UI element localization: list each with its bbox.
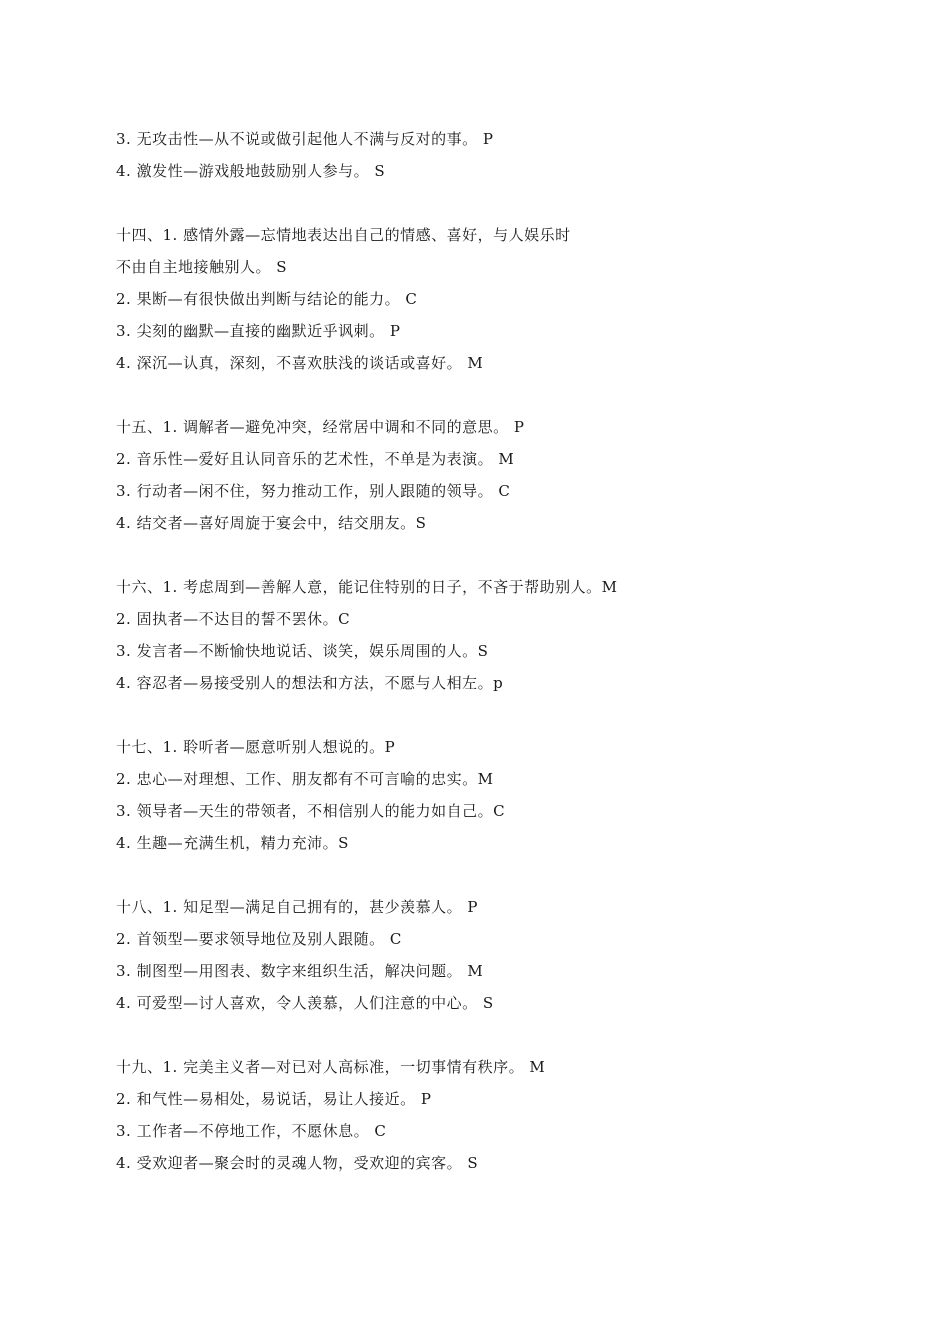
text-line: 4. 深沉—认真，深刻，不喜欢肤浅的谈话或喜好。 M [116, 354, 484, 372]
text-line: 3. 尖刻的幽默—直接的幽默近乎讽刺。 P [116, 322, 401, 340]
text-line: 2. 固执者—不达目的誓不罢休。C [116, 610, 351, 628]
text-line: 2. 音乐性—爱好且认同音乐的艺术性，不单是为表演。 M [116, 450, 515, 468]
text-line: 3. 制图型—用图表、数字来组织生活，解决问题。 M [116, 962, 484, 980]
text-line: 2. 果断—有很快做出判断与结论的能力。 C [116, 290, 418, 308]
paragraph-gap [116, 379, 856, 411]
text-line: 2. 和气性—易相处，易说话，易让人接近。 P [116, 1090, 432, 1108]
text-line: 2. 首领型—要求领导地位及别人跟随。 C [116, 930, 402, 948]
section-heading-line: 十五、1. 调解者—避免冲突，经常居中调和不同的意思。 P [116, 418, 525, 436]
text-line: 3. 无攻击性—从不说或做引起他人不满与反对的事。 P [116, 130, 494, 148]
section-heading-line: 十七、1. 聆听者—愿意听别人想说的。P [116, 738, 396, 756]
text-line: 2. 忠心—对理想、工作、朋友都有不可言喻的忠实。M [116, 770, 494, 788]
text-line: 不由自主地接触别人。 S [116, 258, 288, 276]
text-line: 4. 生趣—充满生机，精力充沛。S [116, 834, 349, 852]
text-line: 3. 工作者—不停地工作，不愿休息。 C [116, 1122, 387, 1140]
section-heading-line: 十六、1. 考虑周到—善解人意，能记住特别的日子，不吝于帮助别人。M [116, 578, 618, 596]
text-line: 4. 容忍者—易接受别人的想法和方法，不愿与人相左。p [116, 674, 504, 692]
paragraph-gap [116, 859, 856, 891]
section-heading-line: 十九、1. 完美主义者—对已对人高标准，一切事情有秩序。 M [116, 1058, 546, 1076]
text-line: 4. 受欢迎者—聚会时的灵魂人物，受欢迎的宾客。 S [116, 1154, 479, 1172]
section-heading-line: 十八、1. 知足型—满足自己拥有的，甚少羡慕人。 P [116, 898, 478, 916]
paragraph-gap [116, 187, 856, 219]
text-line: 4. 结交者—喜好周旋于宴会中，结交朋友。S [116, 514, 427, 532]
text-line: 3. 行动者—闲不住，努力推动工作，别人跟随的领导。 C [116, 482, 511, 500]
text-line: 3. 领导者—天生的带领者，不相信别人的能力如自己。C [116, 802, 506, 820]
text-line: 4. 激发性—游戏般地鼓励别人参与。 S [116, 162, 386, 180]
paragraph-gap [116, 1019, 856, 1051]
paragraph-gap [116, 699, 856, 731]
section-heading-line: 十四、1. 感情外露—忘情地表达出自己的情感、喜好，与人娱乐时 [116, 226, 571, 244]
text-line: 4. 可爱型—讨人喜欢，令人羡慕，人们注意的中心。 S [116, 994, 494, 1012]
document-body [116, 123, 856, 1179]
paragraph-gap [116, 539, 856, 571]
text-line: 3. 发言者—不断愉快地说话、谈笑，娱乐周围的人。S [116, 642, 489, 660]
